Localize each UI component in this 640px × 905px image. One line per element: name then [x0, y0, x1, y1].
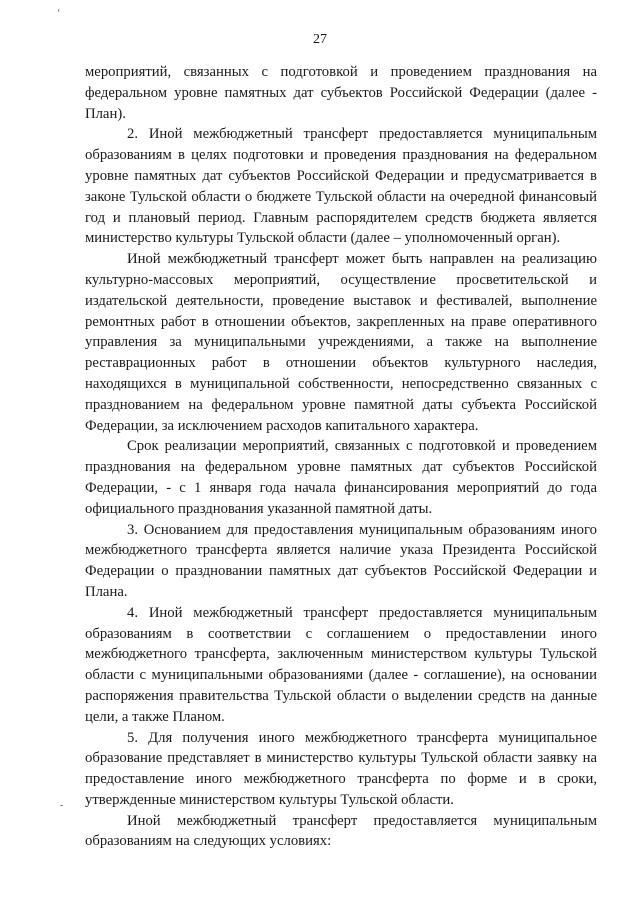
paragraph-item-5: 5. Для получения иного межбюджетного трансферта муниципальное образование представляет в министерство культуры Тульской области заявку на предоставление иного межбюджетного трансферта по форме и в сроки, утвержденные министерством культуры Тульской области.: [85, 729, 597, 808]
document-body: [85, 62, 597, 852]
paragraph-item-3: 3. Основанием для предоставления муниципальным образованиям иного межбюджетного трансферта является наличие указа Президента Российской Федерации о праздновании памятных дат субъектов Российской Федерации и Плана.: [85, 521, 597, 600]
scan-mark-top: ʻ: [57, 8, 61, 19]
paragraph-item-2: 2. Иной межбюджетный трансферт предоставляется муниципальным образованиям в целях подготовки и проведения празднования на федеральном уровне памятных дат субъектов Российской Федерации и предусматривается в законе Тульской области о бюджете Тульской области на очередной финансовый год и плановый период. Главным распорядителем средств бюджета является министерство культуры Тульской области (далее – уполномоченный орган).: [85, 126, 597, 247]
scan-mark-side: -: [60, 800, 64, 811]
paragraph-plan-continuation: мероприятий, связанных с подготовкой и проведением празднования на федеральном уровне памятных дат субъектов Российской Федерации (далее - План).: [85, 64, 597, 122]
paragraph-conditions-intro: Иной межбюджетный трансферт предоставляется муниципальным образованиям на следующих условиях:: [85, 812, 597, 850]
paragraph-implementation-period: Срок реализации мероприятий, связанных с подготовкой и проведением празднования на федеральном уровне памятных дат субъектов Российской Федерации, - с 1 января года начала финансирования мероприятий до года официального празднования указанной памятной даты.: [85, 438, 597, 517]
paragraph-item-4: 4. Иной межбюджетный трансферт предоставляется муниципальным образованиям в соответствии с соглашением о предоставлении иного межбюджетного трансферта, заключенным министерством культуры Тульской области с муниципальными образованиями (далее - соглашение), на основании распоряжения правительства Тульской области о выделении средств на данные цели, а также Планом.: [85, 604, 597, 725]
page-number: 27: [313, 32, 327, 47]
paragraph-transfer-directions: Иной межбюджетный трансферт может быть направлен на реализацию культурно-массовых мероприятий, осуществление просветительской и издательской деятельности, проведение выставок и фестивалей, выполнение ремонтных работ в отношении объектов, закрепленных на праве оперативного управления за муниципальными учреждениями, а также на выполнение реставрационных работ в отношении объектов культурного наследия, находящихся в муниципальной собственности, непосредственно связанных с празднованием на федеральном уровне памятной даты субъекта Российской Федерации, за исключением расходов капитального характера.: [85, 251, 597, 434]
